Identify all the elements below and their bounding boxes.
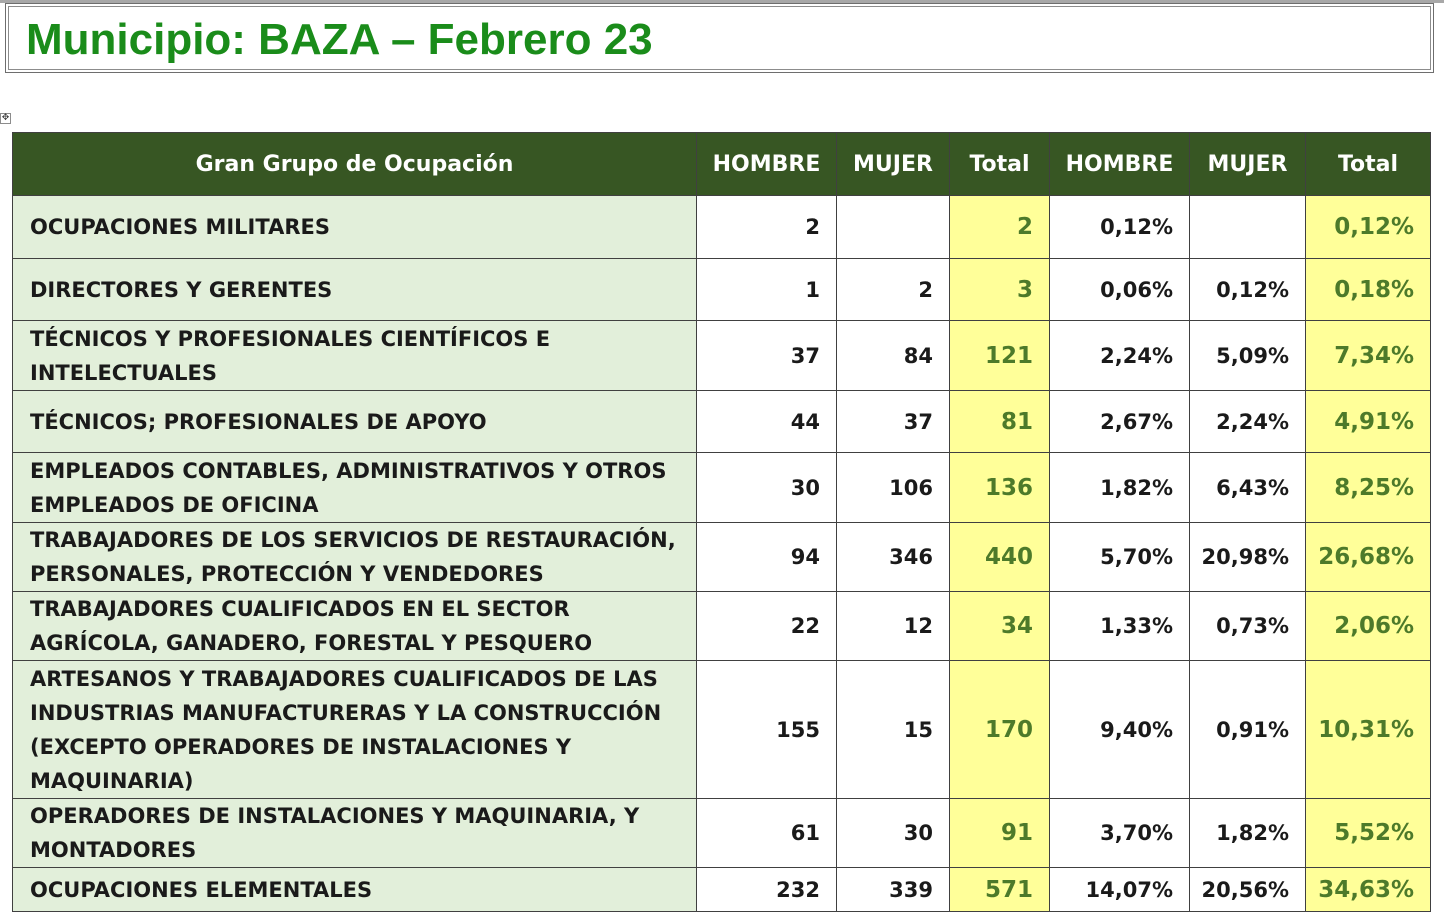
cell-total: 571 xyxy=(950,868,1050,912)
cell-pct-mujer: 0,91% xyxy=(1190,661,1306,799)
cell-pct-total: 8,25% xyxy=(1306,453,1431,523)
occupation-table xyxy=(12,132,1431,912)
header-pct-total: Total xyxy=(1306,133,1431,196)
header-pct-hombre: HOMBRE xyxy=(1050,133,1190,196)
cell-pct-total: 0,12% xyxy=(1306,196,1431,259)
cell-pct-hombre: 1,33% xyxy=(1050,592,1190,661)
header-total: Total xyxy=(950,133,1050,196)
table-row xyxy=(13,523,1431,592)
cell-pct-mujer: 0,73% xyxy=(1190,592,1306,661)
cell-pct-mujer: 1,82% xyxy=(1190,799,1306,868)
table-row xyxy=(13,259,1431,321)
row-label: DIRECTORES Y GERENTES xyxy=(13,259,697,321)
cell-pct-total: 10,31% xyxy=(1306,661,1431,799)
table-row xyxy=(13,661,1431,799)
cell-pct-total: 7,34% xyxy=(1306,321,1431,391)
row-label: ARTESANOS Y TRABAJADORES CUALIFICADOS DE LAS INDUSTRIAS MANUFACTURERAS Y LA CONSTRUCCIÓN (EXCEPTO OPERADORES DE INSTALACIONES Y MAQUINARIA) xyxy=(13,661,697,799)
cell-pct-hombre: 0,06% xyxy=(1050,259,1190,321)
row-label: OCUPACIONES MILITARES xyxy=(13,196,697,259)
cell-hombre: 44 xyxy=(697,391,837,453)
cell-hombre: 61 xyxy=(697,799,837,868)
cell-mujer: 15 xyxy=(837,661,950,799)
cell-total: 121 xyxy=(950,321,1050,391)
cell-pct-total: 5,52% xyxy=(1306,799,1431,868)
cell-pct-hombre: 5,70% xyxy=(1050,523,1190,592)
cell-pct-mujer: 0,12% xyxy=(1190,259,1306,321)
cell-mujer: 37 xyxy=(837,391,950,453)
cell-pct-hombre: 14,07% xyxy=(1050,868,1190,912)
cell-total: 3 xyxy=(950,259,1050,321)
cell-mujer: 12 xyxy=(837,592,950,661)
header-hombre: HOMBRE xyxy=(697,133,837,196)
table-row xyxy=(13,592,1431,661)
cell-total: 136 xyxy=(950,453,1050,523)
cell-hombre: 1 xyxy=(697,259,837,321)
cell-hombre: 155 xyxy=(697,661,837,799)
cell-hombre: 30 xyxy=(697,453,837,523)
cell-pct-mujer xyxy=(1190,196,1306,259)
cell-pct-hombre: 9,40% xyxy=(1050,661,1190,799)
cell-mujer: 30 xyxy=(837,799,950,868)
move-handle-icon[interactable]: ✥ xyxy=(1,113,10,123)
table-row xyxy=(13,868,1431,912)
page-title: Municipio: BAZA – Febrero 23 xyxy=(26,15,653,64)
header-group: Gran Grupo de Ocupación xyxy=(13,133,697,196)
cell-pct-mujer: 20,56% xyxy=(1190,868,1306,912)
cell-pct-total: 34,63% xyxy=(1306,868,1431,912)
cell-total: 81 xyxy=(950,391,1050,453)
cell-pct-mujer: 6,43% xyxy=(1190,453,1306,523)
cell-total: 34 xyxy=(950,592,1050,661)
cell-hombre: 2 xyxy=(697,196,837,259)
row-label: TÉCNICOS; PROFESIONALES DE APOYO xyxy=(13,391,697,453)
cell-pct-total: 0,18% xyxy=(1306,259,1431,321)
cell-hombre: 94 xyxy=(697,523,837,592)
cell-pct-hombre: 0,12% xyxy=(1050,196,1190,259)
cell-pct-mujer: 2,24% xyxy=(1190,391,1306,453)
cell-pct-mujer: 5,09% xyxy=(1190,321,1306,391)
cell-total: 440 xyxy=(950,523,1050,592)
row-label: TÉCNICOS Y PROFESIONALES CIENTÍFICOS E INTELECTUALES xyxy=(13,321,697,391)
cell-hombre: 232 xyxy=(697,868,837,912)
table-row xyxy=(13,321,1431,391)
cell-pct-total: 26,68% xyxy=(1306,523,1431,592)
row-label: OCUPACIONES ELEMENTALES xyxy=(13,868,697,912)
table-row xyxy=(13,196,1431,259)
row-label: EMPLEADOS CONTABLES, ADMINISTRATIVOS Y OTROS EMPLEADOS DE OFICINA xyxy=(13,453,697,523)
cell-pct-hombre: 2,67% xyxy=(1050,391,1190,453)
header-pct-mujer: MUJER xyxy=(1190,133,1306,196)
row-label: OPERADORES DE INSTALACIONES Y MAQUINARIA, Y MONTADORES xyxy=(13,799,697,868)
cell-hombre: 22 xyxy=(697,592,837,661)
cell-pct-hombre: 1,82% xyxy=(1050,453,1190,523)
cell-pct-total: 4,91% xyxy=(1306,391,1431,453)
table-row xyxy=(13,391,1431,453)
cell-mujer: 106 xyxy=(837,453,950,523)
header-mujer: MUJER xyxy=(837,133,950,196)
cell-mujer: 346 xyxy=(837,523,950,592)
cell-pct-mujer: 20,98% xyxy=(1190,523,1306,592)
cell-pct-total: 2,06% xyxy=(1306,592,1431,661)
cell-total: 2 xyxy=(950,196,1050,259)
cell-mujer: 2 xyxy=(837,259,950,321)
title-box xyxy=(5,3,1434,73)
cell-total: 170 xyxy=(950,661,1050,799)
table-row xyxy=(13,453,1431,523)
table-row xyxy=(13,799,1431,868)
cell-hombre: 37 xyxy=(697,321,837,391)
row-label: TRABAJADORES DE LOS SERVICIOS DE RESTAURACIÓN, PERSONALES, PROTECCIÓN Y VENDEDORES xyxy=(13,523,697,592)
cell-total: 91 xyxy=(950,799,1050,868)
cell-pct-hombre: 3,70% xyxy=(1050,799,1190,868)
cell-mujer: 339 xyxy=(837,868,950,912)
cell-mujer xyxy=(837,196,950,259)
cell-pct-hombre: 2,24% xyxy=(1050,321,1190,391)
row-label: TRABAJADORES CUALIFICADOS EN EL SECTOR AGRÍCOLA, GANADERO, FORESTAL Y PESQUERO xyxy=(13,592,697,661)
table-header-row xyxy=(13,133,1431,196)
cell-mujer: 84 xyxy=(837,321,950,391)
